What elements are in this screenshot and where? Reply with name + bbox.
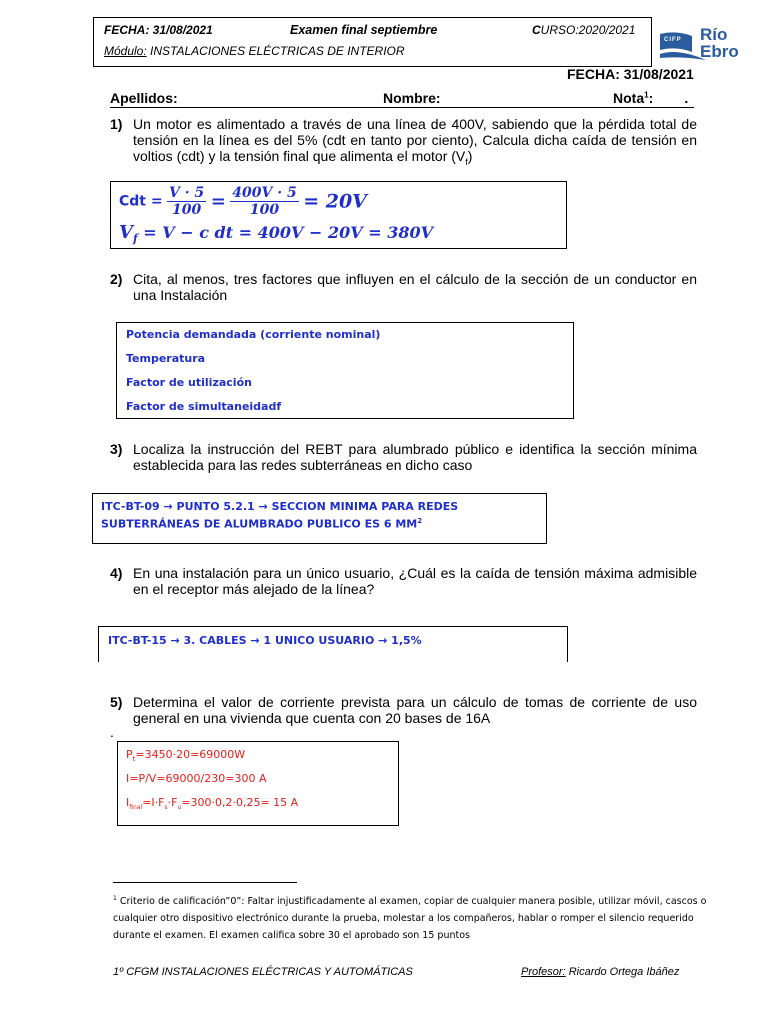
header-box bbox=[93, 17, 652, 67]
footnote: $^1$ Criterio de calificación”0”: Faltar injustificadamente al examen, copiar de cualquier manera posible, utilizar móvil, cascos o cualquier otro dispositivo electrónico durante la prueba, molestar a los compañeros, hablar o romper el silencio requerido durante el examen. El examen califica sobre 30 el aprobado son 15 puntos bbox=[113, 895, 707, 942]
q1-answer-line2: $V_f = V - c$ dt = 400V − 20V = 380V bbox=[119, 222, 434, 246]
q3-text: Localiza la instrucción del REBT para alumbrado público e identifica la sección mínima establecida para las redes subterráneas en dicho caso bbox=[133, 441, 697, 473]
nombre-label: Nombre: bbox=[383, 90, 441, 106]
q1-answer-box bbox=[110, 181, 567, 249]
q4-number: 4) bbox=[110, 565, 123, 581]
q5-answer-box bbox=[117, 741, 399, 826]
header-modulo: Módulo: INSTALACIONES ELÉCTRICAS DE INTERIOR bbox=[104, 44, 405, 58]
nota-label: Nota$^1$: . bbox=[613, 90, 689, 106]
logo-text-rio: Río bbox=[700, 25, 728, 44]
logo-small-text: CIFP bbox=[664, 37, 682, 43]
header-fecha: FECHA: 31/08/2021 bbox=[104, 23, 213, 37]
q2-answer-item: Factor de simultaneidadf bbox=[126, 400, 282, 413]
cifp-rio-ebro-logo bbox=[656, 26, 748, 64]
q4-answer: ITC-BT-15 → 3. CABLES → 1 UNICO USUARIO → 1,5% bbox=[108, 634, 422, 647]
apellidos-label: Apellidos: bbox=[110, 90, 178, 106]
q5-answer-line3: $I_{final}=I\cdot F_s\cdot F_u=300\cdot 0,2\cdot 0,25= 15$ A bbox=[126, 796, 299, 812]
name-underline bbox=[110, 107, 694, 108]
header-curso: CURSO:2020/2021 bbox=[532, 23, 636, 37]
q1-answer-line1: Cdt = $\frac{V \cdot 5}{100}$ = $\frac{400V \cdot 5}{100}$ = 20V bbox=[119, 185, 367, 218]
header-exam-title: Examen final septiembre bbox=[290, 23, 438, 37]
q4-answer-box bbox=[98, 626, 568, 662]
q1-text: Un motor es alimentado a través de una línea de 400V, sabiendo que la pérdida total de tensión en la línea es del 5% (cdt en tanto por ciento), Calcula dicha caída de tensión en voltios (cdt) y la tensión final que alimenta el motor $(V_f)$ bbox=[133, 116, 697, 167]
q5-text: Determina el valor de corriente prevista para un cálculo de tomas de corriente de uso general en una vivienda que cuenta con 20 bases de 16A bbox=[133, 694, 697, 726]
q3-answer-box bbox=[92, 493, 547, 544]
q3-answer-line2: SUBTERRÁNEAS DE ALUMBRADO PUBLICO ES 6 $MM^2$ bbox=[101, 517, 423, 531]
footer-course: 1º CFGM INSTALACIONES ELÉCTRICAS Y AUTOMÁTICAS bbox=[113, 966, 413, 978]
q2-answer-item: Temperatura bbox=[126, 352, 206, 365]
q2-text: Cita, al menos, tres factores que influyen en el cálculo de la sección de un conductor en una Instalación bbox=[133, 271, 697, 303]
q3-answer-line1: ITC-BT-09 → PUNTO 5.2.1 → SECCION MINIMA PARA REDES bbox=[101, 500, 459, 513]
q2-answer-item: Potencia demandada (corriente nominal) bbox=[126, 328, 381, 341]
footnote-rule bbox=[113, 882, 297, 883]
logo-text-ebro: Ebro bbox=[700, 42, 739, 61]
q2-answer-item: Factor de utilización bbox=[126, 376, 252, 389]
q5-dot: . bbox=[110, 724, 114, 740]
q3-number: 3) bbox=[110, 441, 123, 457]
q1-number: 1) bbox=[110, 116, 123, 132]
page-fecha: FECHA: 31/08/2021 bbox=[567, 66, 694, 82]
q5-answer-line1: $P_t=3450\cdot 20=69000W$ bbox=[126, 748, 246, 764]
q5-answer-line2: I=P/V=69000/230=300 A bbox=[126, 772, 267, 785]
q5-number: 5) bbox=[110, 694, 123, 710]
q2-answer-box bbox=[116, 322, 574, 419]
q2-number: 2) bbox=[110, 271, 123, 287]
q4-text: En una instalación para un único usuario, ¿Cuál es la caída de tensión máxima admisible en el receptor más alejado de la línea? bbox=[133, 565, 697, 597]
footer-profesor: Profesor: Ricardo Ortega Ibáñez bbox=[521, 966, 680, 978]
